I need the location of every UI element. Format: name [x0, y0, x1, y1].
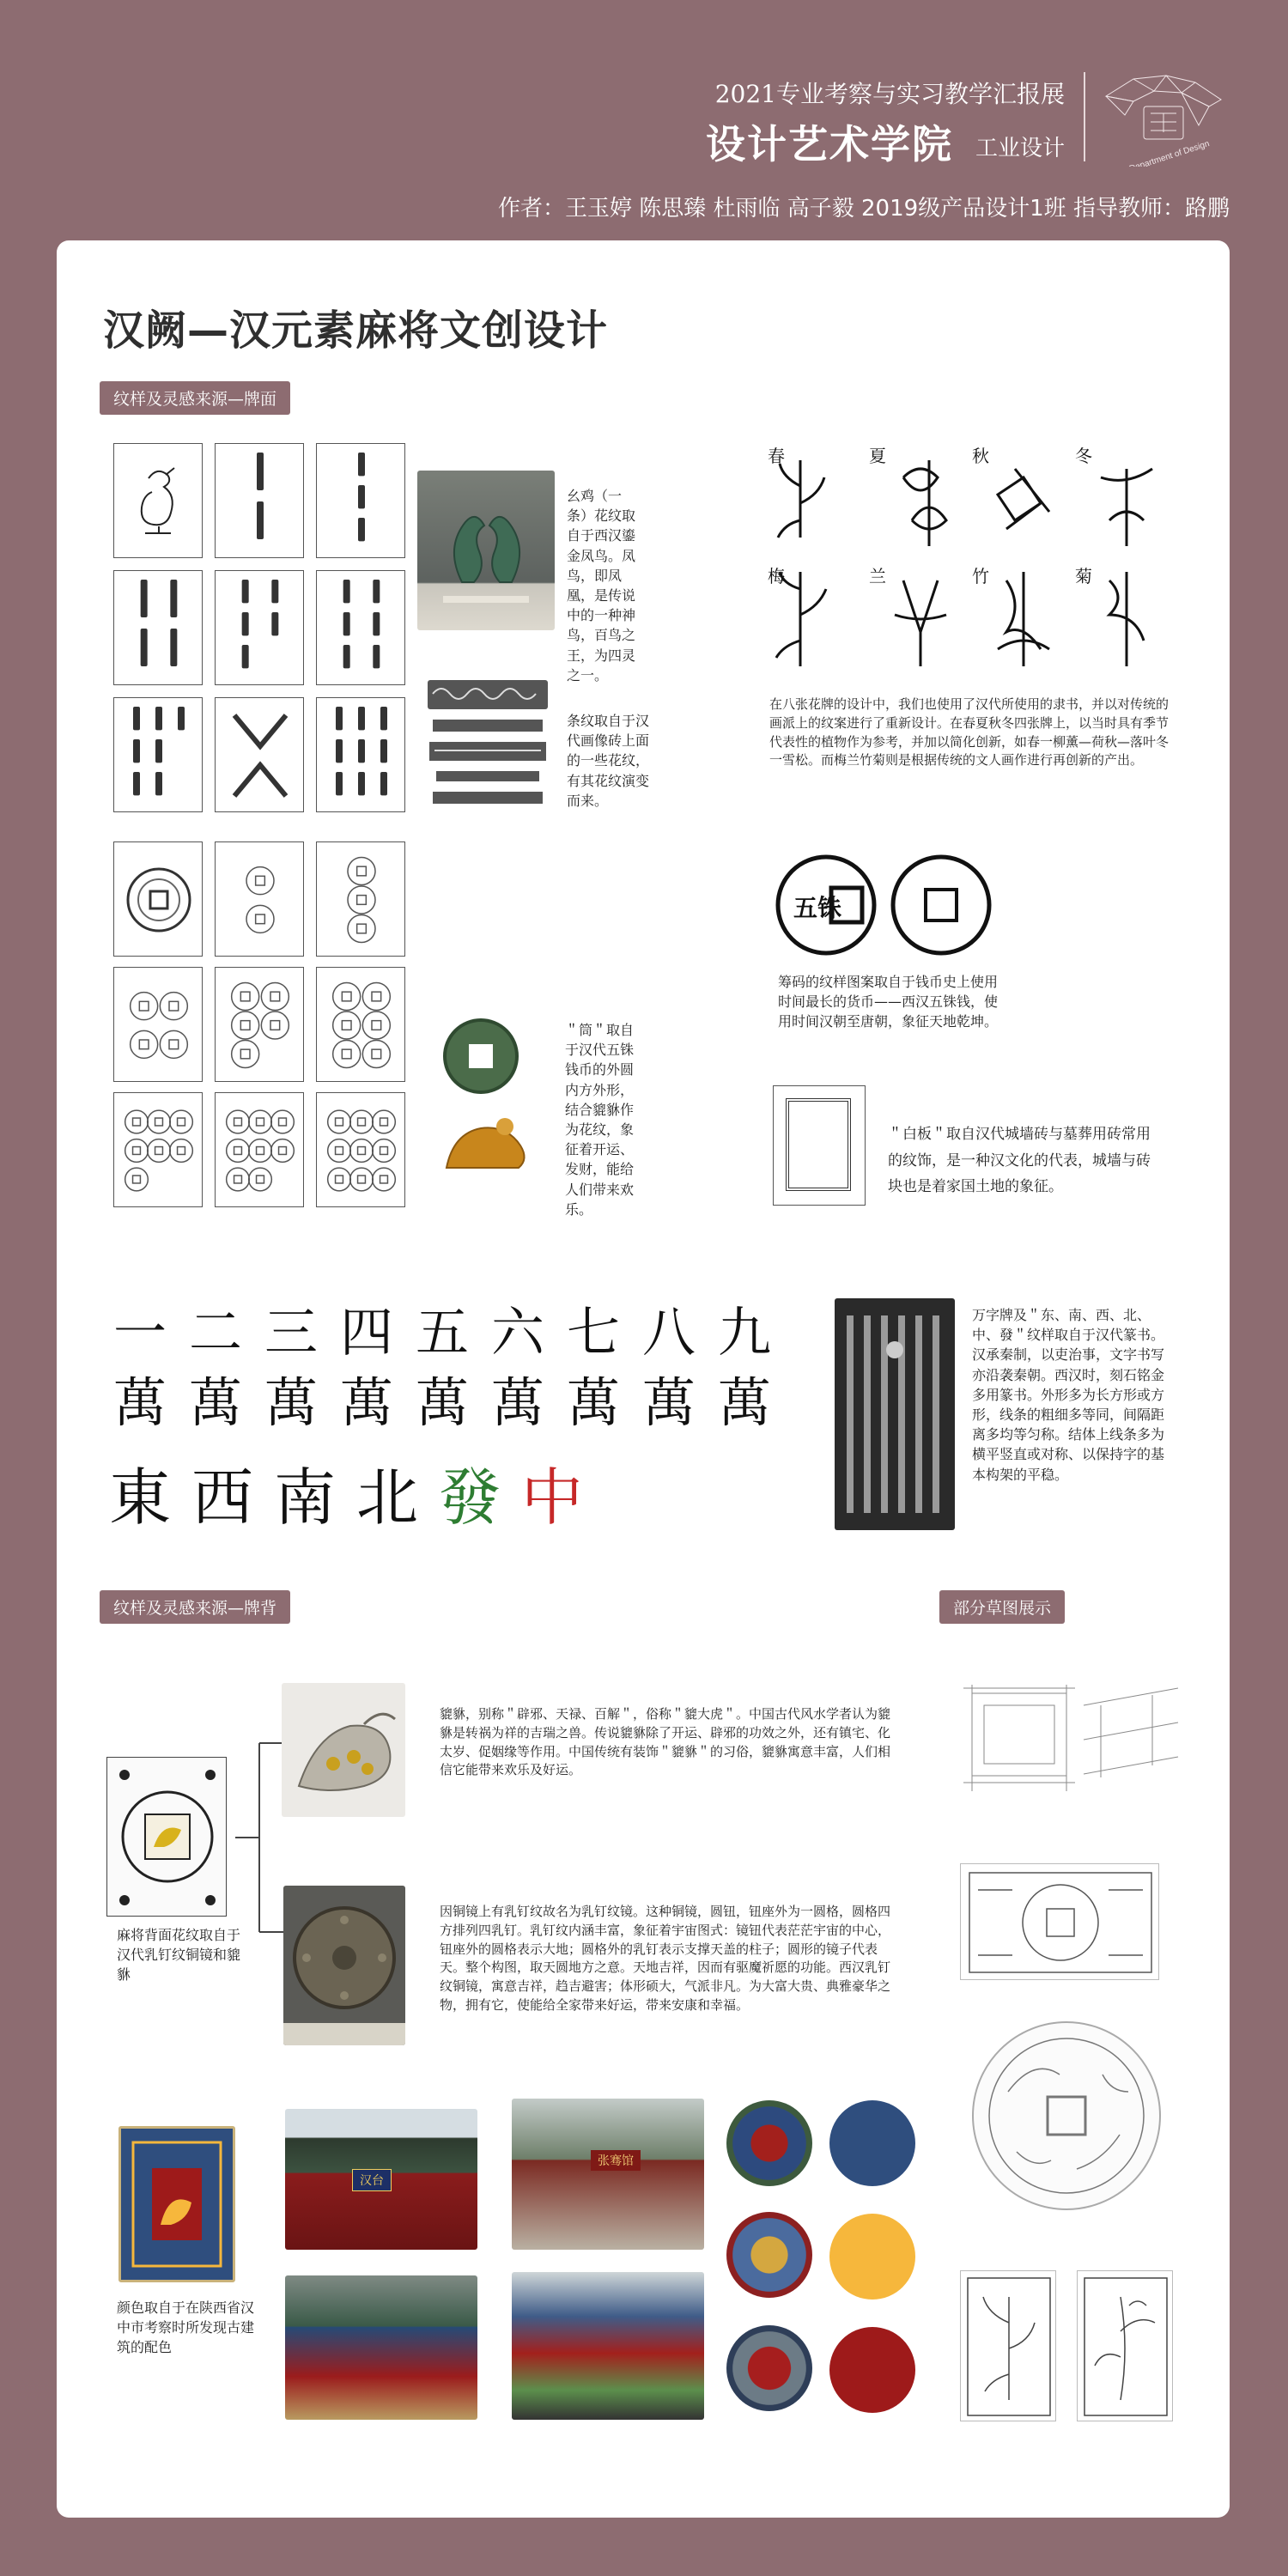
- tile-baiban: [773, 1085, 866, 1206]
- strip-description: 条纹取自于汉代画像砖上面的一些花纹，有其花纹演变而来。: [567, 713, 650, 809]
- coin-pixiu-photo: [426, 1013, 543, 1185]
- tile-coin-8: [215, 1092, 304, 1207]
- detail-circle-2: [726, 2212, 812, 2298]
- tile-coin-2: [215, 841, 304, 957]
- wan-glyph: 萬: [415, 1371, 469, 1434]
- svg-text:菊: 菊: [1075, 566, 1092, 586]
- coin-description: ＂筒＂取自于汉代五铢钱币的外圆内方外形，结合貔貅作为花纹，象征着开运、发财，能给人们带来欢乐。: [565, 1022, 635, 1218]
- logo-text: The Department of Design: [1111, 139, 1211, 167]
- chip-description: 筹码的纹样图案取自于钱币史上使用时间最长的货币——西汉五铢钱，使用时间汉朝至唐朝，象征天地乾坤。: [778, 974, 999, 1030]
- numeral-glyph: 一: [112, 1301, 167, 1364]
- sketch-mirror-circle: [972, 2021, 1161, 2210]
- seal-script-description: 万字牌及＂东、南、西、北、中、發＂纹样取自于汉代篆书。汉承秦制，以吏治事，文字书写亦沿袭秦朝。西汉时，刻石铭金多用篆书。外形多为长方形或方形，线条的粗细多等同，间隔距离多均等匀称。结体上线条多为横平竖直或对称、以保持字的基本构架的平稳。: [972, 1307, 1165, 1483]
- tile-coin-1: [113, 841, 203, 957]
- school-name: 设计艺术学院: [706, 121, 953, 167]
- numeral-glyph: 九: [717, 1301, 771, 1364]
- architecture-photo-2: [512, 2099, 704, 2250]
- svg-text:竹: 竹: [972, 566, 989, 586]
- tile-coin-9: [316, 1092, 405, 1207]
- color-tile: [118, 2126, 235, 2282]
- numeral-glyph: 八: [641, 1301, 696, 1364]
- exhibit-title: 2021专业考察与实习教学汇报展: [714, 80, 1065, 108]
- tile-coin-3: [316, 841, 405, 957]
- sketch-flower-2: [1077, 2270, 1173, 2421]
- tile-bamboo-5: [215, 570, 304, 685]
- sketch-flower-1: [960, 2270, 1056, 2421]
- detail-circle-1: [726, 2100, 812, 2186]
- department-logo: [1099, 72, 1228, 167]
- architecture-photo-4: [512, 2272, 704, 2420]
- wind-glyph: 南: [273, 1461, 336, 1534]
- phoenix-description: 幺鸡（一条）花纹取自于西汉鎏金凤鸟。凤鸟，即凤凰，是传说中的一种神鸟，百鸟之王，为四灵之一。: [567, 488, 636, 683]
- tile-bamboo-4: [113, 570, 203, 685]
- tile-bamboo-8: [215, 697, 304, 812]
- architecture-photo-1: [285, 2109, 477, 2250]
- wind-glyph: 發: [438, 1461, 501, 1534]
- svg-text:春: 春: [768, 446, 785, 466]
- palette-swatch: [829, 2327, 915, 2413]
- section-tag-front: 纹样及灵感来源—牌面: [100, 381, 290, 415]
- numeral-glyph: 五: [415, 1301, 469, 1364]
- palette-swatch: [829, 2214, 915, 2300]
- tile-back-design: [106, 1757, 227, 1917]
- stele-rubbing-photo: [835, 1298, 955, 1530]
- tile-bamboo-7: [113, 697, 203, 812]
- numeral-glyph: 二: [188, 1301, 242, 1364]
- tile-coin-7: [113, 1092, 203, 1207]
- svg-text:梅: 梅: [768, 566, 785, 586]
- chip-seal-text: 五铢: [793, 894, 842, 922]
- pattern-strips-image: [424, 677, 551, 809]
- flower-description: 在八张花牌的设计中，我们也使用了汉代所使用的隶书，并以对传统的画派上的纹案进行了重新设计。在春夏秋冬四张牌上，以当时具有季节代表性的植物作为参考，并加以简化创新，如春一柳薰—荷秋—落叶冬一雪松。而梅兰竹菊则是根据传统的文人画作进行再创新的产出。: [769, 696, 1170, 769]
- poster-header: [0, 0, 1288, 240]
- tile-coin-5: [215, 967, 304, 1082]
- section-tag-sketch: 部分草图展示: [939, 1590, 1065, 1624]
- architecture-photo-3: [285, 2275, 477, 2420]
- numeral-glyph: 四: [339, 1301, 393, 1364]
- wind-glyph: 北: [355, 1461, 418, 1534]
- svg-text:秋: 秋: [972, 446, 989, 466]
- svg-text:冬: 冬: [1075, 446, 1092, 466]
- wind-glyph: 中: [520, 1461, 583, 1534]
- department-name: 工业设计: [975, 136, 1065, 161]
- numeral-glyph: 三: [264, 1301, 318, 1364]
- wan-glyph: 萬: [112, 1371, 167, 1434]
- sign-hantai: 汉台: [352, 2169, 392, 2191]
- sign-zhangqian: 张骞馆: [591, 2150, 641, 2171]
- author-credits: 作者：王玉婷 陈思臻 杜雨临 高子毅 2019级产品设计1班 指导教师：路鹏: [497, 196, 1230, 222]
- phoenix-photo: [417, 471, 555, 630]
- tile-bird: [113, 443, 203, 558]
- bronze-mirror-photo: [283, 1886, 405, 2045]
- wan-glyph: 萬: [717, 1371, 771, 1434]
- wind-glyph: 西: [191, 1461, 253, 1534]
- palette-swatch: [829, 2100, 915, 2186]
- tile-bamboo-2: [215, 443, 304, 558]
- svg-text:夏: 夏: [869, 446, 886, 466]
- tile-bamboo-9: [316, 697, 405, 812]
- wan-glyph: 萬: [339, 1371, 393, 1434]
- poster-title: 汉阙—汉元素麻将文创设计: [103, 307, 609, 355]
- tile-coin-6: [316, 967, 405, 1082]
- wan-glyph: 萬: [188, 1371, 242, 1434]
- connector-bracket: [234, 1735, 285, 1949]
- pixiu-photo: [282, 1683, 405, 1817]
- pixiu-description: 貔貅，别称＂辟邪、天禄、百解＂，俗称＂貔大虎＂。中国古代风水学者认为貔貅是转祸为祥的吉瑞之兽。传说貔貅除了开运、辟邪的功效之外，还有镇宅、化太岁、促姻缘等作用。中国传统有装饰＂貔貅＂的习俗，貔貅寓意丰富，人们相信它能带来欢乐及好运。: [440, 1706, 891, 1778]
- tile-bamboo-3: [316, 443, 405, 558]
- section-tag-back: 纹样及灵感来源—牌背: [100, 1590, 290, 1624]
- sketch-tile-back: [960, 1863, 1159, 1980]
- back-tile-caption: 麻将背面花纹取自于汉代乳钉纹铜镜和貔貅: [117, 1927, 241, 1984]
- header-divider: [1084, 72, 1085, 161]
- numeral-glyph: 七: [566, 1301, 620, 1364]
- detail-circle-3: [726, 2325, 812, 2411]
- numeral-glyph: 六: [490, 1301, 544, 1364]
- mirror-description: 因铜镜上有乳钉纹故名为乳钉纹镜。这种铜镜，圆钮，钮座外为一圆格，圆格四方排列四乳钉。乳钉纹内涵丰富，象征着宇宙图式：镜钮代表茫茫宇宙的中心，钮座外的圆格表示大地；圆格外的乳钉表示支撑天盖的柱子；圆形的镜子代表天。整个构图，取天圆地方之意。天地吉祥，因而有驱魔祈愿的功能。西汉乳钉纹铜镜，寓意吉祥，趋吉避害；体形硕大，气派非凡。为大富大贵、典雅豪华之物，拥有它，使能给全家带来好运，带来安康和幸福。: [440, 1904, 891, 2013]
- tile-bamboo-6: [316, 570, 405, 685]
- wan-glyph: 萬: [641, 1371, 696, 1434]
- sketch-box-frame: [946, 1671, 1187, 1805]
- svg-text:兰: 兰: [869, 566, 886, 586]
- tile-coin-4: [113, 967, 203, 1082]
- baiban-frame: [786, 1098, 851, 1191]
- poster-card: [57, 240, 1230, 2518]
- wan-glyph: 萬: [566, 1371, 620, 1434]
- wind-glyph: 東: [108, 1461, 171, 1534]
- baiban-description: ＂白板＂取自汉代城墙砖与墓葬用砖常用的纹饰，是一种汉文化的代表，城墙与砖块也是着家国土地的象征。: [888, 1126, 1151, 1196]
- color-caption: 颜色取自于在陕西省汉中市考察时所发现古建筑的配色: [117, 2300, 255, 2356]
- wan-glyph: 萬: [264, 1371, 318, 1434]
- wan-glyph: 萬: [490, 1371, 544, 1434]
